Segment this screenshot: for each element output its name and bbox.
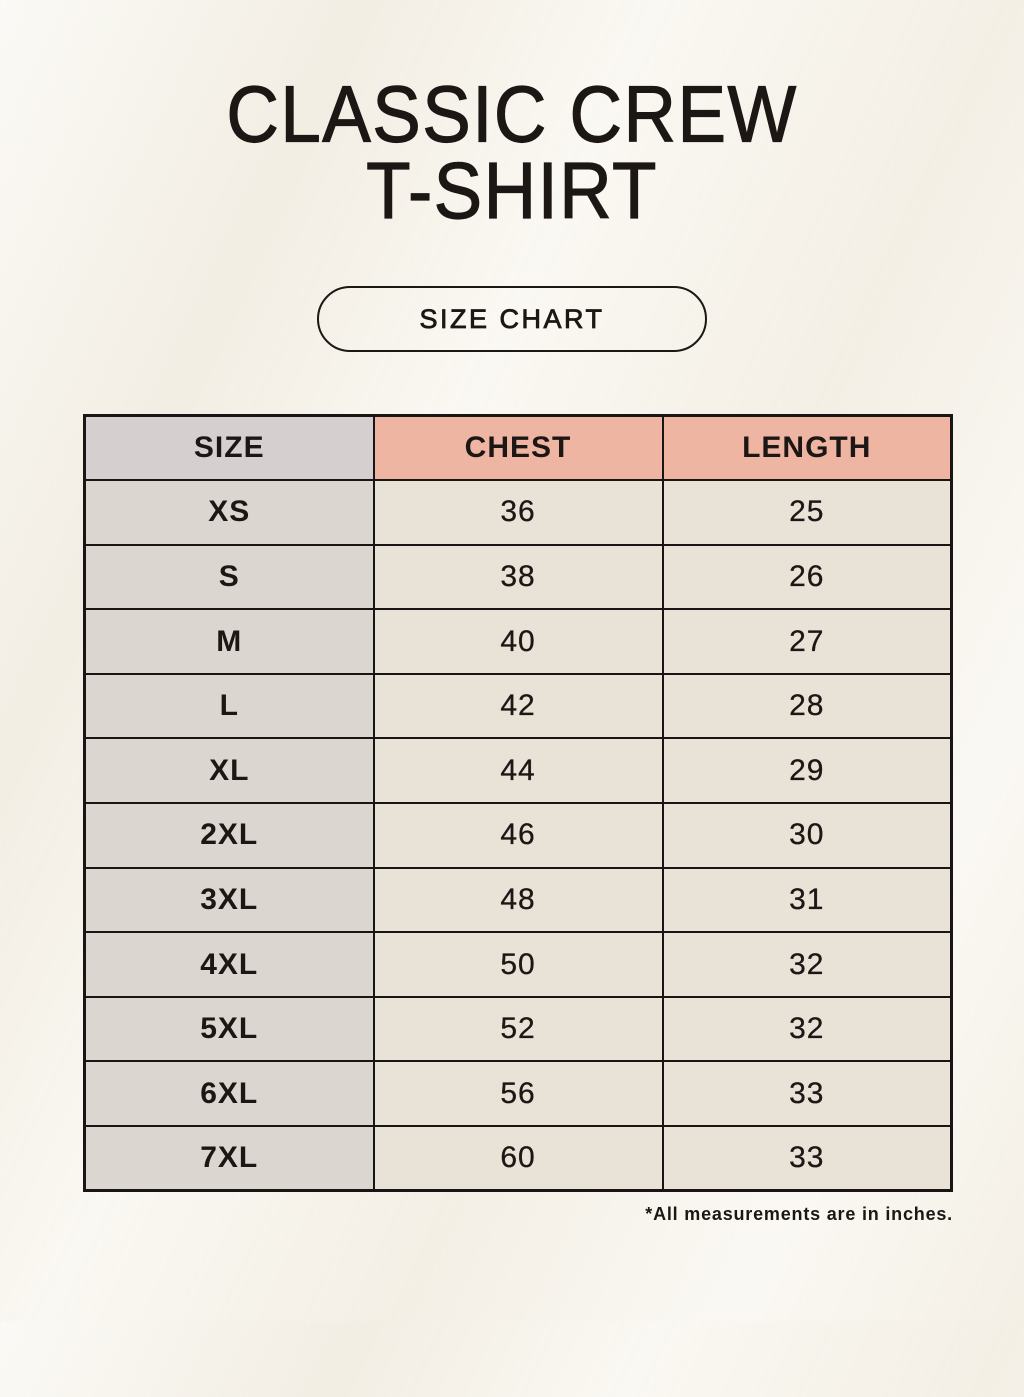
size-cell: XS [85,480,374,545]
table-row [85,1126,952,1191]
chest-cell: 56 [374,1061,663,1126]
length-cell: 29 [663,738,952,803]
measurements-footnote: *All measurements are in inches. [645,1204,953,1225]
size-cell: 2XL [85,803,374,868]
chest-cell: 44 [374,738,663,803]
column-header-size: SIZE [85,416,374,481]
page-title [15,69,1008,235]
table-row [85,868,952,933]
size-table [83,414,953,1192]
table-header-row [85,416,952,481]
length-cell: 33 [663,1061,952,1126]
title-line-1: CLASSIC CREW [226,69,798,159]
table-row [85,1061,952,1126]
size-cell: 6XL [85,1061,374,1126]
length-cell: 30 [663,803,952,868]
size-cell: M [85,609,374,674]
size-table-body [85,480,952,1191]
table-row [85,674,952,739]
chest-cell: 36 [374,480,663,545]
size-cell: XL [85,738,374,803]
table-row [85,480,952,545]
table-row [85,803,952,868]
length-cell: 32 [663,997,952,1062]
length-cell: 31 [663,868,952,933]
length-cell: 25 [663,480,952,545]
chest-cell: 60 [374,1126,663,1191]
chest-cell: 40 [374,609,663,674]
size-cell: 3XL [85,868,374,933]
length-cell: 33 [663,1126,952,1191]
chest-cell: 42 [374,674,663,739]
size-cell: L [85,674,374,739]
chest-cell: 46 [374,803,663,868]
size-chart-button[interactable] [317,286,707,352]
table-row [85,932,952,997]
length-cell: 32 [663,932,952,997]
title-line-2: T-SHIRT [366,145,658,235]
chest-cell: 38 [374,545,663,610]
size-cell: 5XL [85,997,374,1062]
length-cell: 27 [663,609,952,674]
table-row [85,609,952,674]
length-cell: 26 [663,545,952,610]
size-cell: 7XL [85,1126,374,1191]
table-row [85,738,952,803]
chest-cell: 50 [374,932,663,997]
length-cell: 28 [663,674,952,739]
chest-cell: 48 [374,868,663,933]
column-header-chest: CHEST [374,416,663,481]
size-chart-button-label: SIZE CHART [419,303,605,334]
page [0,69,1024,1397]
size-chart-page [0,69,1024,1397]
size-cell: S [85,545,374,610]
chest-cell: 52 [374,997,663,1062]
size-cell: 4XL [85,932,374,997]
table-row [85,997,952,1062]
column-header-length: LENGTH [663,416,952,481]
table-row [85,545,952,610]
